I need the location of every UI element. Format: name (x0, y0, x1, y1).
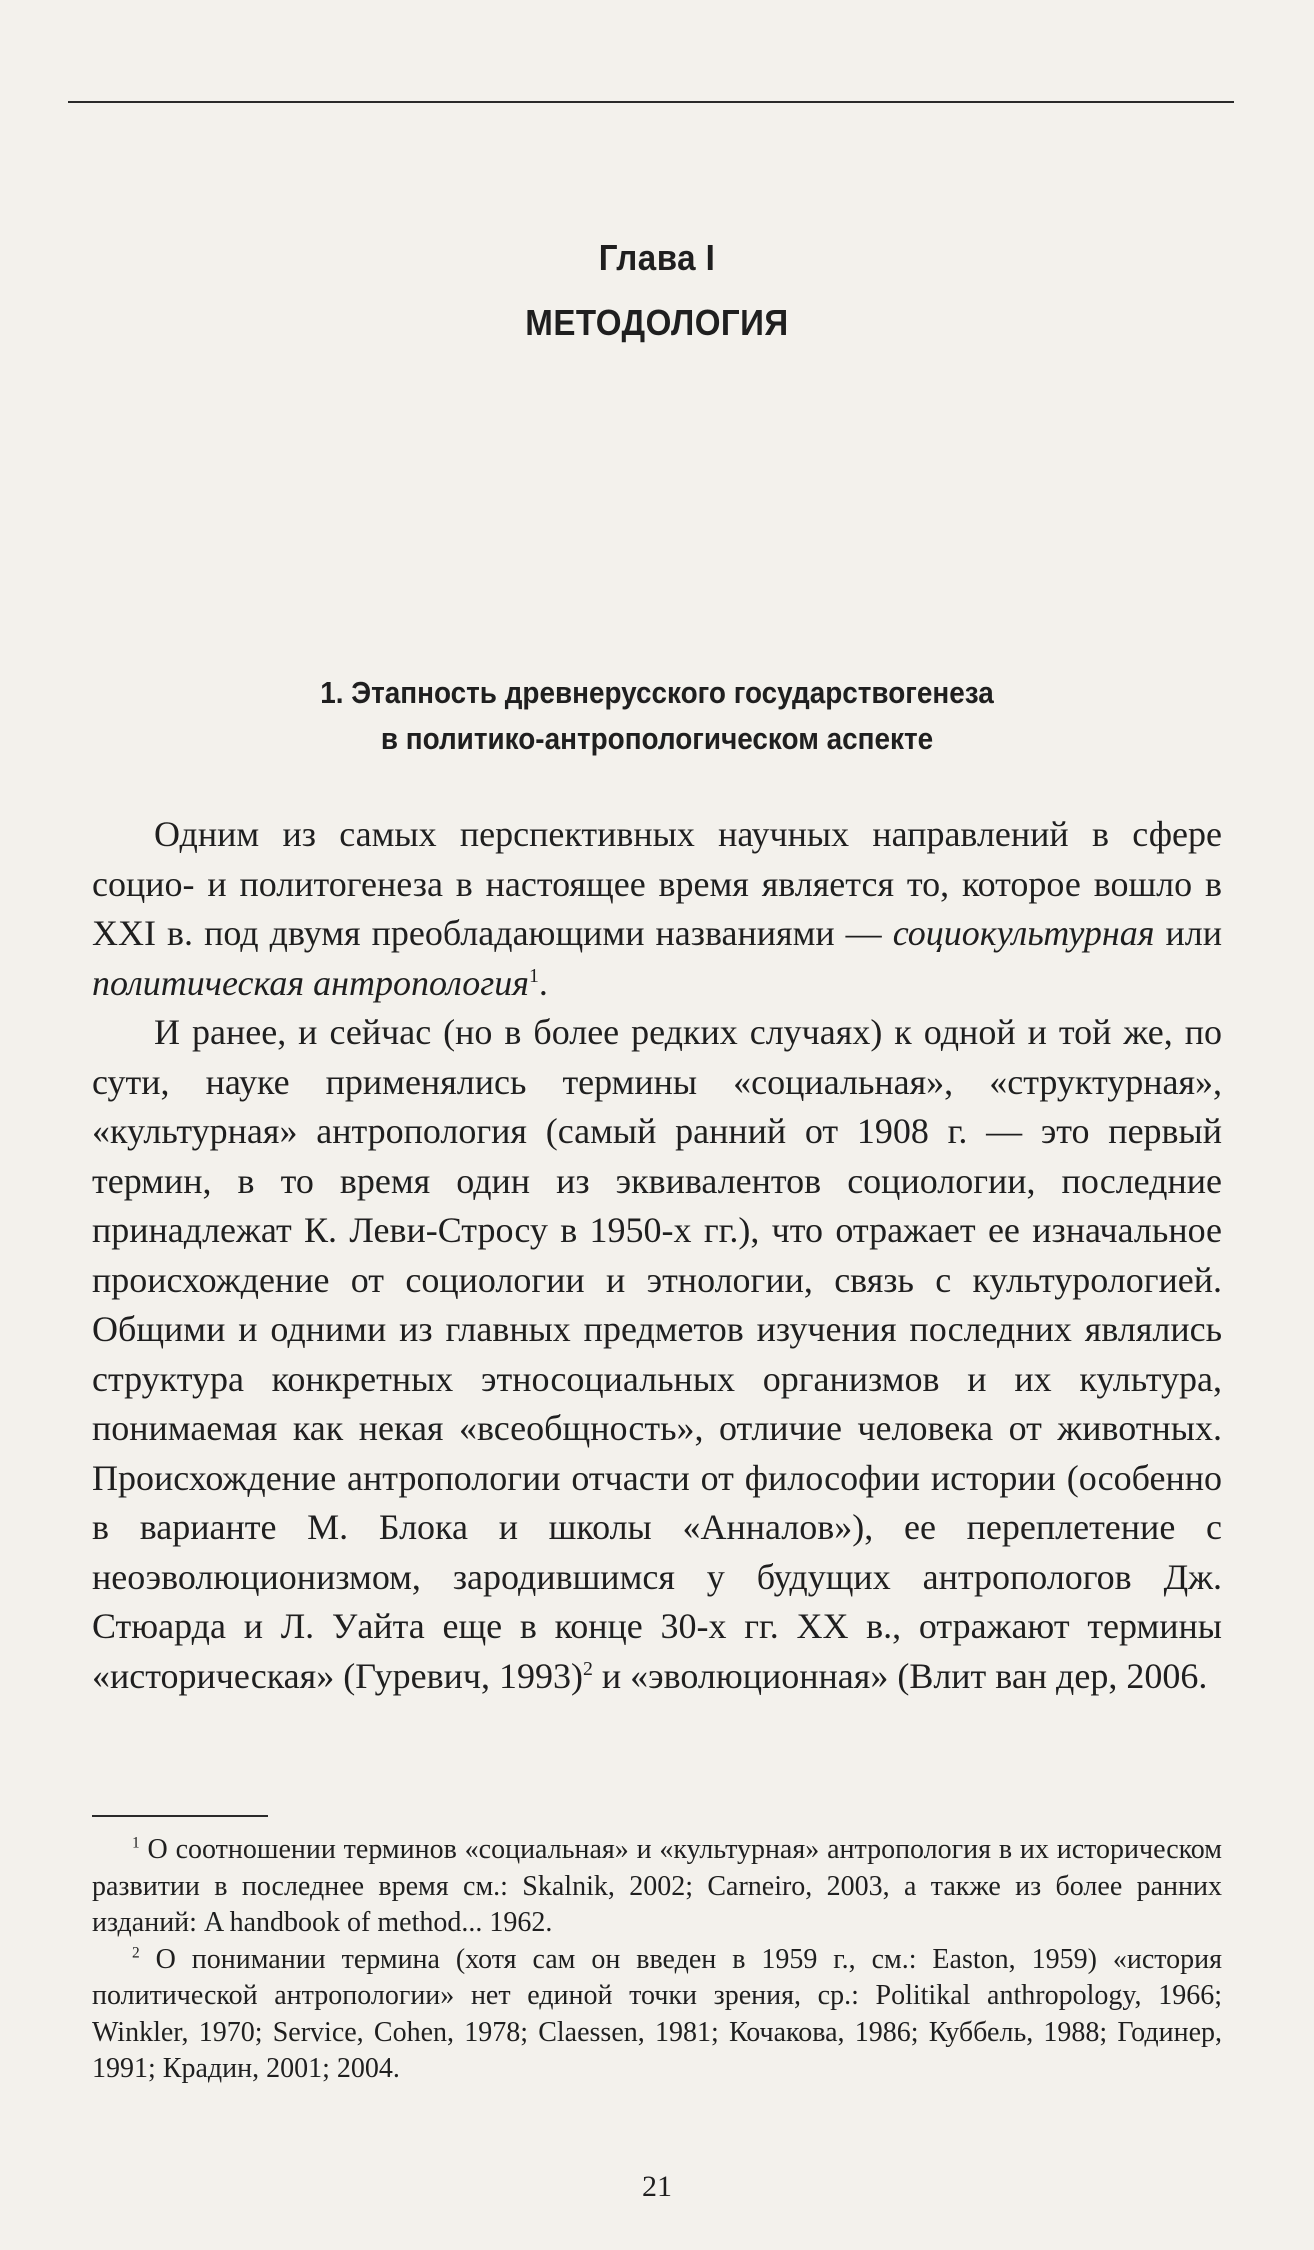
footnote-ref-1[interactable]: 1 (529, 964, 539, 987)
chapter-title: МЕТОДОЛОГИЯ (525, 302, 789, 343)
term-sociocultural: социокультурная (892, 913, 1155, 953)
footnote-2-number: 2 (132, 1944, 140, 1962)
paragraph-1-text: Одним из самых перспективных научных направлений в сфере социо- и политогенеза в настоящее время является то, которое вошло в XXI в. под двумя преобладающими названиями — (92, 814, 1222, 953)
footnote-1-text: О соотношении терминов «социальная» и «культурная» антропология в их историческом развитии в последнее время см.: Skalnik, 2002; Carneiro, 2003, а также из более ранних изданий: A handbook of method... 1962. (92, 1834, 1222, 1938)
footnote-separator (92, 1815, 268, 1817)
body-text (92, 810, 1222, 1701)
footnote-2 (92, 1942, 1222, 2088)
paragraph-2-end: и «эволюционная» (Влит ван дер, 2006. (592, 1655, 1208, 1696)
term-political-anthropology: политическая антропология (92, 962, 530, 1003)
footnotes (92, 1832, 1222, 2088)
paragraph-2 (92, 1008, 1222, 1701)
header-rule (68, 101, 1234, 103)
footnote-1-number: 1 (132, 1834, 140, 1852)
paragraph-1-conjunction: или (1154, 913, 1222, 953)
section-heading (0, 670, 1314, 762)
paragraph-2-text: И ранее, и сейчас (но в более редких случаях) к одной и той же, по сути, науке применялись термины «социальная», «структурная», «культурная» антропология (самый ранний от 1908 г. — это первый термин, в то время один из эквивалентов социологии, последние принадлежат К. Леви-Стросу в 1950-х гг.), что отражает ее изначальное происхождение от социологии и этнологии, связь с культурологией. Общими и одними из главных предметов изучения последних являлись структура конкретных этносоциальных организмов и их культура, понимаемая как некая «всеобщность», отличие человека от животных. Происхождение антропологии отчасти от философии истории (особенно в варианте М. Блока и школы «Анналов»), ее переплетение с неоэволюционизмом, зародившимся у будущих антропологов Дж. Стюарда и Л. Уайта еще в конце 30-х гг. XX в., отражают термины «историческая» (Гуревич, 1993) (92, 1012, 1222, 1696)
paragraph-1-end: . (538, 962, 548, 1003)
chapter-label: Глава I (598, 237, 716, 278)
footnote-1 (92, 1832, 1222, 1942)
section-heading-line-2: в политико-антропологическом аспекте (380, 721, 934, 756)
footnote-ref-2[interactable]: 2 (582, 1657, 593, 1680)
paragraph-1 (92, 810, 1222, 1008)
page-number: 21 (642, 2170, 672, 2203)
footnote-2-text: О понимании термина (хотя сам он введен в 1959 г., см.: Easton, 1959) «история политической антропологии» нет единой точки зрения, ср.: Politikal anthropology, 1966; Winkler, 1970; Service, Cohen, 1978; Claessen, 1981; Кочакова, 1986; Куббель, 1988; Годинер, 1991; Крадин, 2001; 2004. (92, 1943, 1222, 2084)
section-heading-line-1: 1. Этапность древнерусского государствогенеза (320, 675, 994, 710)
